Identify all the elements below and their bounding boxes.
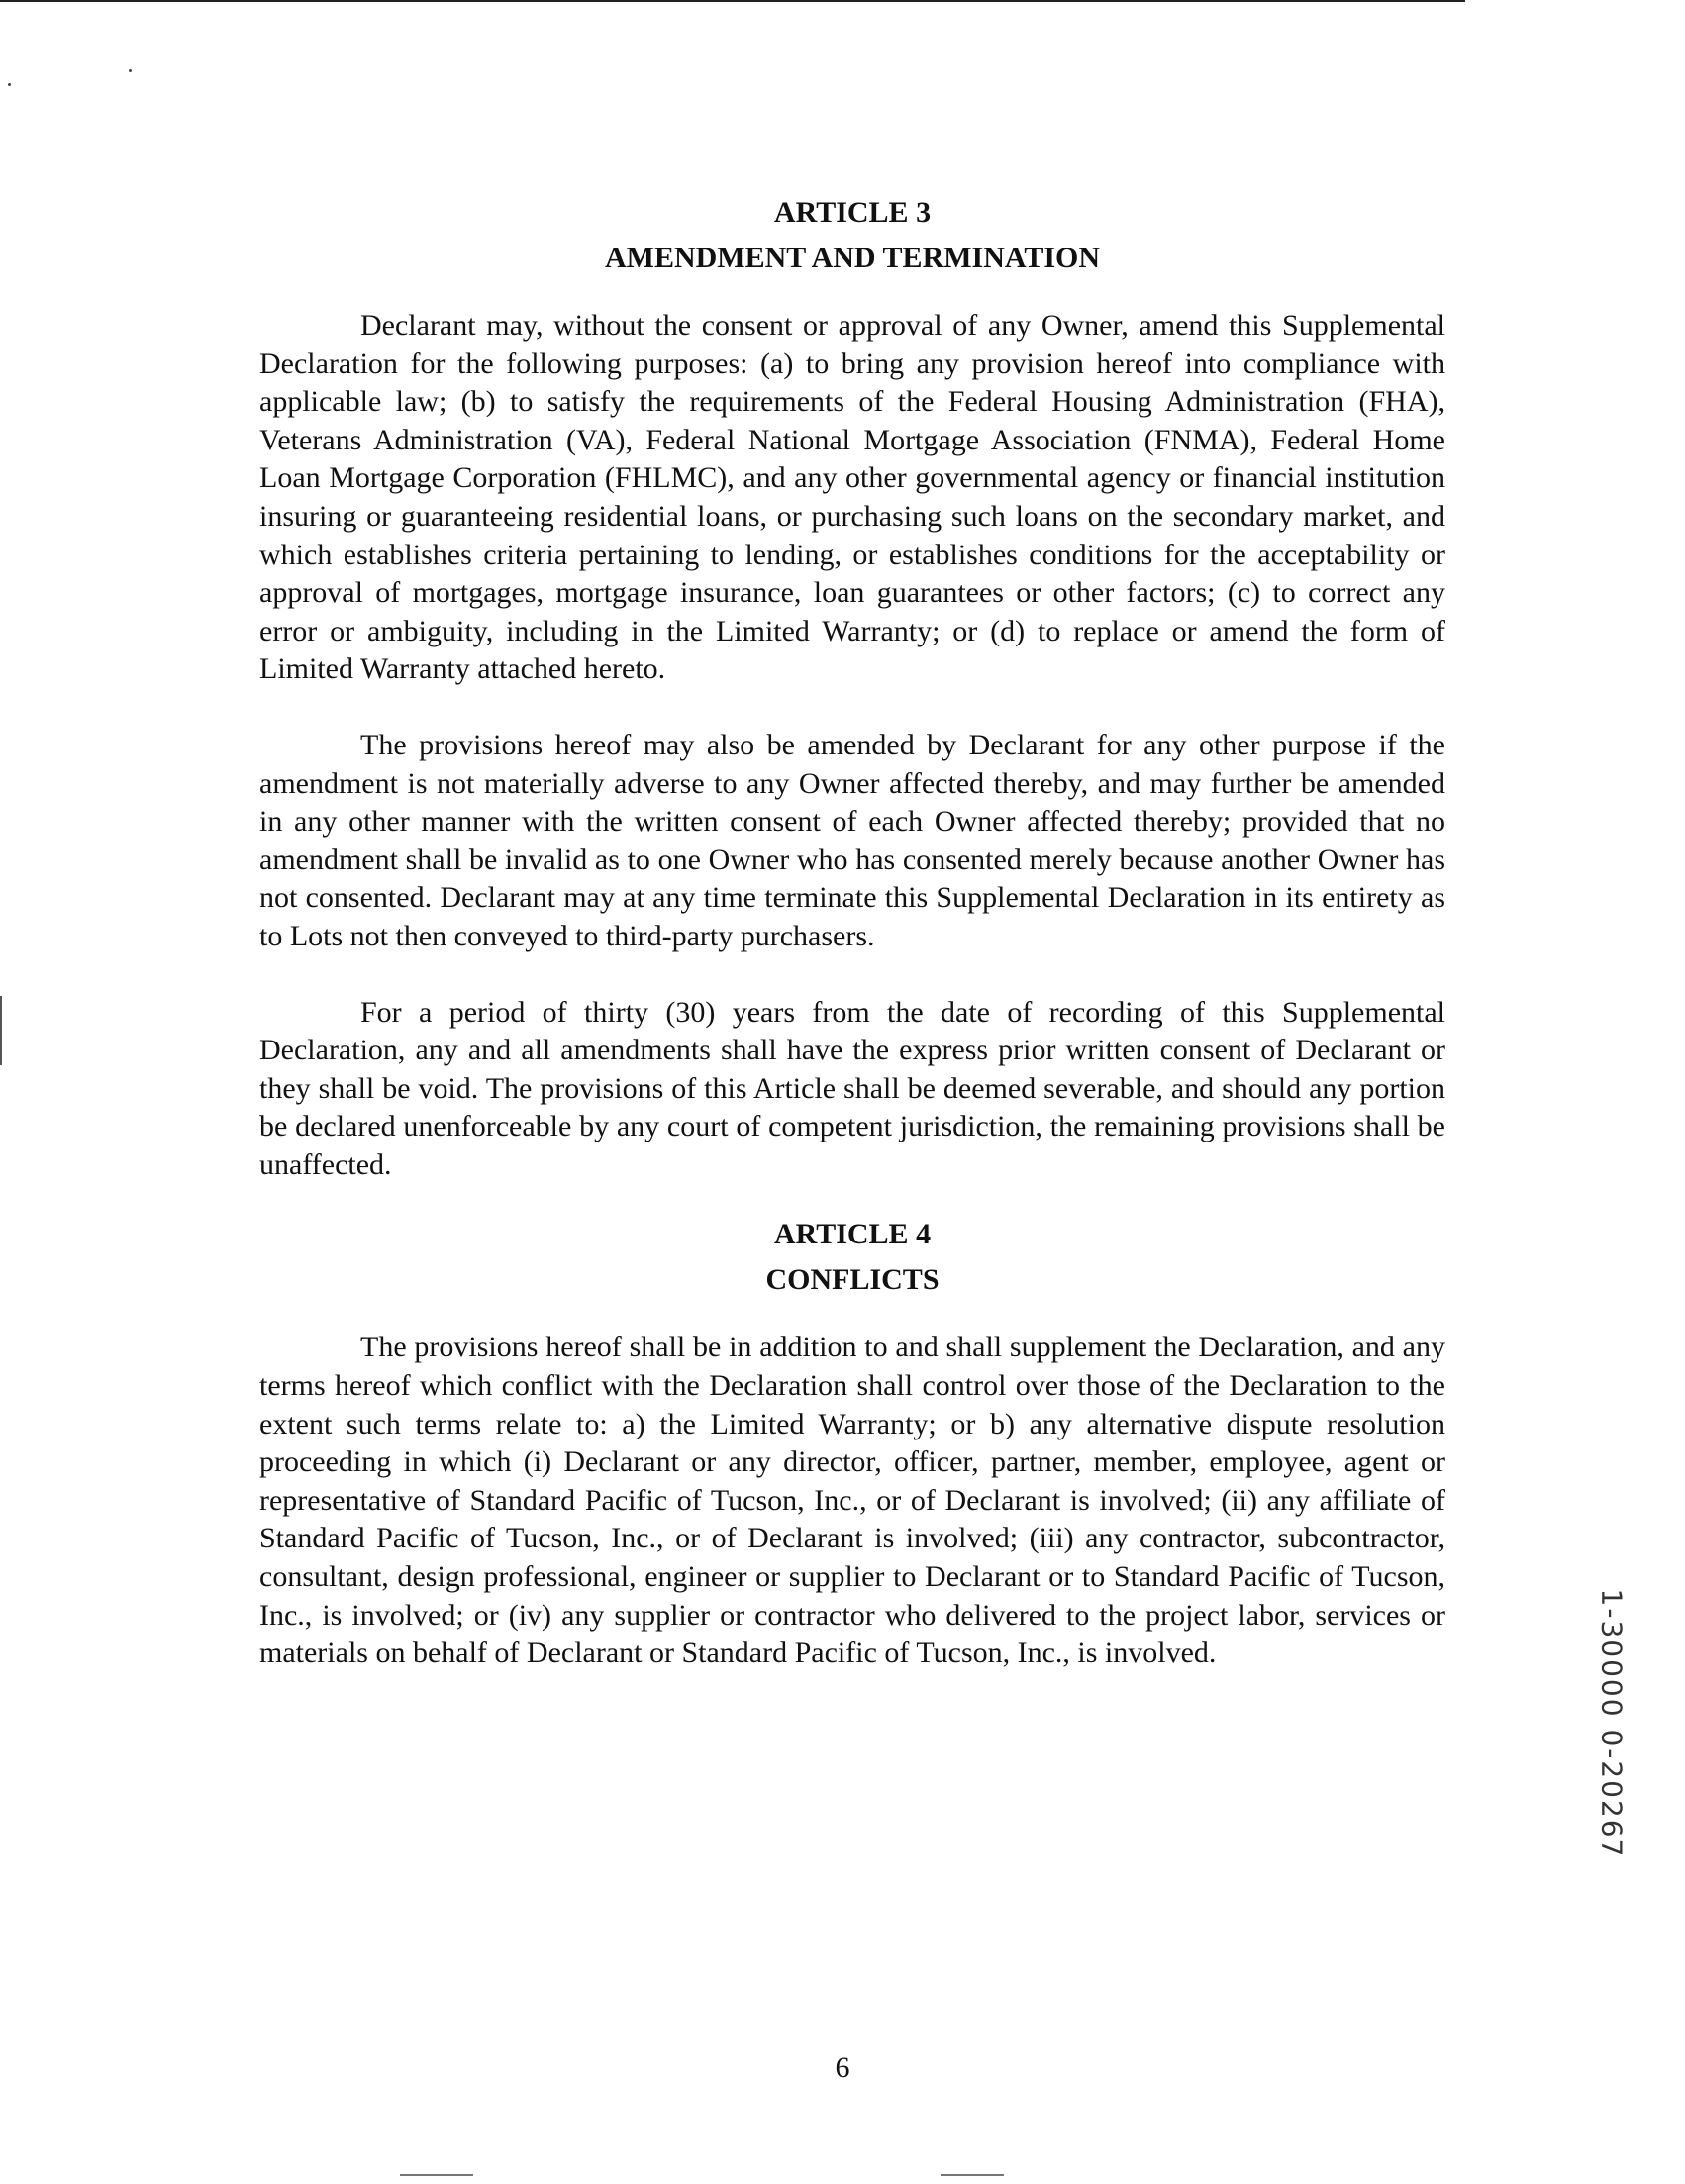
page-number: 6 <box>835 2051 850 2084</box>
article-3-paragraph-1: Declarant may, without the consent or approval of any Owner, amend this Supplemental Declaration for the following purposes: (a) to bring any provision hereof into compliance with applicable law; (b) to satisfy the requirements of the Federal Housing Administration (FHA), Veterans Administration (VA), Federal National Mortgage Association (FNMA), Federal Home Loan Mortgage Corporation (FHLMC), and any other governmental agency or financial institution insuring or guaranteeing residential loans, or purchasing such loans on the secondary market, and which establishes criteria pertaining to lending, or establishes conditions for the acceptability or approval of mortgages, mortgage insurance, loan guarantees or other factors; (c) to correct any error or ambiguity, including in the Limited Warranty; or (d) to replace or amend the form of Limited Warranty attached hereto. <box>259 309 1445 686</box>
article-4-title: CONFLICTS <box>765 1263 940 1297</box>
article-3-label: ARTICLE 3 <box>773 196 932 229</box>
article-4-paragraph-1: The provisions hereof shall be in addition to and shall supplement the Declaration, and any terms hereof which conflict with the Declaration shall control over those of the Declaration to the extent such terms relate to: a) the Limited Warranty; or b) any alternative dispute resolution proceeding in which (i) Declarant or any director, officer, partner, member, employee, agent or representative of Standard Pacific of Tucson, Inc., or of Declarant is involved; (ii) any affiliate of Standard Pacific of Tucson, Inc., or of Declarant is involved; (iii) any contractor, subcontractor, consultant, design professional, engineer or supplier to Declarant or to Standard Pacific of Tucson, Inc., is involved; or (iv) any supplier or contractor who delivered to the project labor, services or materials on behalf of Declarant or Standard Pacific of Tucson, Inc., is involved. <box>259 1331 1445 1670</box>
article-4-label: ARTICLE 4 <box>773 1218 932 1251</box>
document-body <box>259 194 1445 1673</box>
article-3-paragraph-2: The provisions hereof may also be amended by Declarant for any other purpose if the amendment is not materially adverse to any Owner affected thereby, and may further be amended in any other manner with the written consent of each Owner affected thereby; provided that no amendment shall be invalid as to one Owner who has consented merely because another Owner has not consented. Declarant may at any time terminate this Supplemental Declaration in its entirety as to Lots not then conveyed to third-party purchasers. <box>259 728 1445 952</box>
scan-speck <box>8 83 11 86</box>
scan-bottom-mark <box>400 2174 473 2176</box>
scan-bottom-mark <box>941 2174 1004 2176</box>
scan-top-edge <box>0 0 1465 2</box>
scan-speck <box>129 69 132 72</box>
scan-left-edge-mark <box>0 996 2 1065</box>
article-3-title: AMENDMENT AND TERMINATION <box>604 242 1101 274</box>
recording-stamp-text: 1-30000 0-20267 <box>1595 1588 1629 1859</box>
recording-stamp <box>1582 1590 1641 1857</box>
article-3-paragraph-3: For a period of thirty (30) years from the date of recording of this Supplemental Declaration, any and all amendments shall have the express prior written consent of Declarant or they shall be void. The provisions of this Article shall be deemed severable, and should any portion be declared unenforceable by any court of competent jurisdiction, the remaining provisions shall be unaffected. <box>259 995 1445 1181</box>
